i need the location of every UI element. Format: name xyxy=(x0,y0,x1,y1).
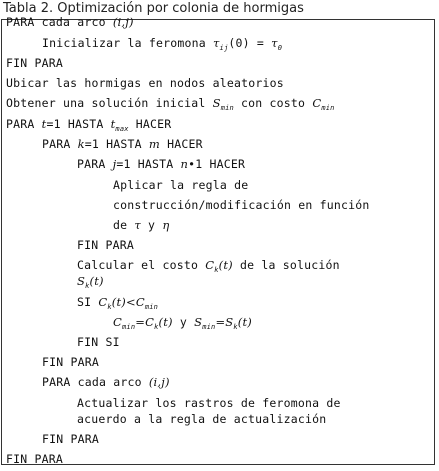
code-text: m xyxy=(148,137,161,151)
pseudocode-line xyxy=(42,355,99,370)
code-text: S xyxy=(77,274,86,288)
code-text: Actualizar los rastros de feromona de xyxy=(77,396,341,410)
code-text: = xyxy=(215,315,226,329)
pseudocode-line xyxy=(113,178,248,193)
code-text: S xyxy=(225,315,234,329)
code-text: PARA cada arco xyxy=(6,15,113,29)
pseudocode-line xyxy=(42,432,99,447)
subscript: min xyxy=(321,104,335,112)
subscript: k xyxy=(107,303,112,311)
code-text: (t) xyxy=(237,315,252,329)
pseudocode-line xyxy=(77,258,340,273)
pseudocode-line xyxy=(77,396,341,411)
code-text: (t) xyxy=(89,274,104,288)
pseudocode-line xyxy=(42,36,282,51)
code-text: (i,j) xyxy=(112,15,134,29)
code-text: Ubicar las hormigas en nodos aleatorios xyxy=(6,76,284,90)
pseudocode-line xyxy=(42,375,170,390)
code-text: FIN PARA xyxy=(6,452,63,466)
subscript: min xyxy=(122,323,136,331)
pseudocode-line xyxy=(42,137,203,152)
pseudocode-line xyxy=(6,15,134,30)
code-text: Aplicar la regla de xyxy=(113,178,249,192)
code-text: τ xyxy=(212,36,220,50)
subscript: ij xyxy=(219,44,229,52)
subscript: k xyxy=(233,323,238,331)
subscript: k xyxy=(85,282,90,290)
code-text: τ xyxy=(271,36,278,50)
code-text: η xyxy=(162,218,170,232)
pseudocode-line xyxy=(77,295,158,310)
code-text: (t)< xyxy=(111,295,136,309)
subscript: min xyxy=(202,323,216,331)
code-text: FIN PARA xyxy=(42,432,99,446)
pseudocode-line xyxy=(77,412,326,427)
subscript: k xyxy=(214,266,219,274)
pseudocode-line xyxy=(6,76,284,91)
code-text: PARA xyxy=(77,157,113,171)
code-text: PARA cada arco xyxy=(42,375,149,389)
pseudocode-line xyxy=(6,96,335,111)
code-text: FIN PARA xyxy=(77,238,134,252)
code-text: = xyxy=(135,315,146,329)
subscript: k xyxy=(154,323,159,331)
code-text: de la solución xyxy=(232,258,340,272)
code-text: =1 HASTA xyxy=(116,157,181,171)
pseudocode-line xyxy=(77,335,120,350)
code-text: FIN SI xyxy=(77,335,120,349)
code-text: de xyxy=(113,218,135,232)
code-text: PARA xyxy=(6,117,42,131)
code-text: C xyxy=(113,315,122,329)
code-text: C xyxy=(312,96,322,110)
code-text: PARA xyxy=(42,137,78,151)
table-caption: Tabla 2. Optimización por colonia de hormigas xyxy=(3,1,304,16)
pseudocode-line xyxy=(6,56,63,71)
pseudocode-line xyxy=(113,198,369,213)
code-text: acuerdo a la regla de actualización xyxy=(77,412,327,426)
code-text: HACER xyxy=(160,137,203,151)
code-text: y xyxy=(172,315,195,329)
code-text: (t) xyxy=(218,258,233,272)
code-text: t xyxy=(41,117,47,131)
code-text: S xyxy=(194,315,203,329)
code-text: C xyxy=(145,315,155,329)
code-text: (0) = xyxy=(228,36,272,50)
code-text: •1 HACER xyxy=(188,157,246,171)
code-text: construcción/modificación en función xyxy=(113,198,370,212)
code-text: t xyxy=(110,117,116,131)
pseudocode-line xyxy=(6,452,63,467)
code-text: n xyxy=(180,157,189,171)
code-text: (i,j) xyxy=(148,375,170,389)
subscript: min xyxy=(220,104,234,112)
pseudocode-line xyxy=(113,218,169,233)
pseudocode-line xyxy=(113,315,252,330)
pseudocode-line xyxy=(77,238,134,253)
code-text: con costo xyxy=(233,96,313,110)
code-text: S xyxy=(212,96,221,110)
code-text: FIN PARA xyxy=(6,56,63,70)
code-text: C xyxy=(135,295,145,309)
code-text: =1 HASTA xyxy=(46,117,111,131)
code-text: (t) xyxy=(158,315,173,329)
subscript: 0 xyxy=(277,44,283,52)
pseudocode-line xyxy=(6,117,171,132)
code-text: FIN PARA xyxy=(42,355,99,369)
code-text: C xyxy=(98,295,108,309)
code-text: Calcular el costo xyxy=(77,258,206,272)
pseudocode-line xyxy=(77,274,104,289)
code-text: k xyxy=(77,137,85,151)
code-text: SI xyxy=(77,295,99,309)
code-text: Inicializar la feromona xyxy=(42,36,213,50)
code-text: Obtener una solución inicial xyxy=(6,96,213,110)
code-text: =1 HASTA xyxy=(84,137,149,151)
pseudocode-line xyxy=(77,157,245,172)
code-text: j xyxy=(112,157,117,171)
subscript: max xyxy=(115,125,129,133)
code-text: C xyxy=(205,258,215,272)
code-text: HACER xyxy=(128,117,172,131)
code-text: y xyxy=(140,218,163,232)
subscript: min xyxy=(144,303,159,311)
code-text: τ xyxy=(134,218,141,232)
